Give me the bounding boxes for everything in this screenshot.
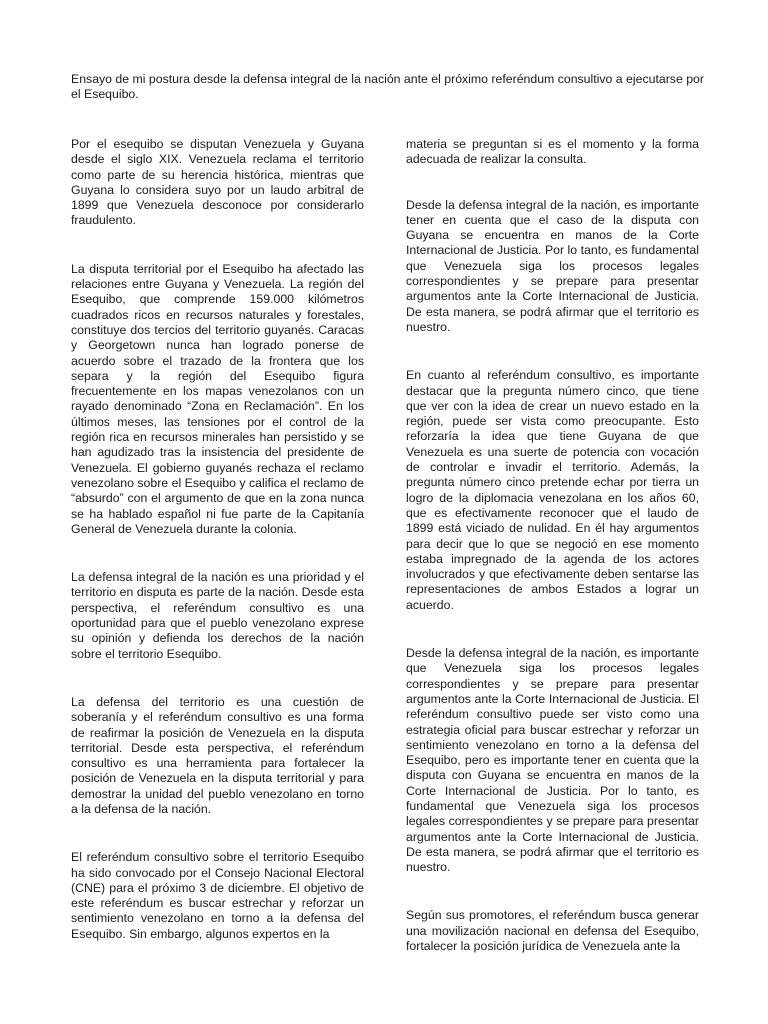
paragraph: El referéndum consultivo sobre el territorio Esequibo ha sido convocado por el Consejo Nacional Electoral (CNE) para el próximo 3 de diciembre. El objetivo de este referéndum es buscar estrechar y reforzar un sentimiento venezolano en torno a la defensa del Esequibo. Sin embargo, algunos expertos en la xyxy=(71,850,364,941)
paragraph: Desde la defensa integral de la nación, es importante que Venezuela siga los procesos legales correspondientes y se prepare para presentar argumentos ante la Corte Internacional de Justicia. El referéndum consultivo puede ser visto como una estrategia oficial para buscar estrechar y reforzar un sentimiento venezolano en torno a la defensa del Esequibo, pero es importante tener en cuenta que la disputa con Guyana se encuentra en manos de la Corte Internacional de Justicia. Por lo tanto, es fundamental que Venezuela siga los procesos legales correspondientes y se prepare para presentar argumentos ante la Corte Internacional de Justicia. De esta manera, se podrá afirmar que el territorio es nuestro. xyxy=(406,646,699,875)
paragraph: Por el esequibo se disputan Venezuela y Guyana desde el siglo XIX. Venezuela reclama el territorio como parte de su herencia histórica, mientras que Guyana lo considera suyo por un laudo arbitral de 1899 que Venezuela desconoce por considerarlo fraudulento. xyxy=(71,137,364,228)
paragraph: La defensa del territorio es una cuestión de soberanía y el referéndum consultivo es una forma de reafirmar la posición de Venezuela en la disputa territorial. Desde esta perspectiva, el referéndum consultivo es una herramienta para fortalecer la posición de Venezuela en la disputa territorial y para demostrar la unidad del pueblo venezolano en torno a la defensa de la nación. xyxy=(71,694,364,816)
left-column xyxy=(71,137,364,975)
paragraph: materia se preguntan si es el momento y la forma adecuada de realizar la consulta. xyxy=(406,137,699,167)
paragraph: Desde la defensa integral de la nación, es importante tener en cuenta que el caso de la disputa con Guyana se encuentra en manos de la Corte Internacional de Justicia. Por lo tanto, es fundamental que Venezuela siga los procesos legales correspondientes y se prepare para presentar argumentos ante la Corte Internacional de Justicia. De esta manera, se podrá afirmar que el territorio es nuestro. xyxy=(406,197,699,334)
paragraph: En cuanto al referéndum consultivo, es importante destacar que la pregunta número cinco, que tiene que ver con la idea de crear un nuevo estado en la región, puede ser vista como preocupante. Esto reforzaría la idea que tiene Guyana de que Venezuela es una suerte de potencia con vocación de controlar e invadir el territorio. Además, la pregunta número cinco pretende echar por tierra un logro de la diplomacia venezolana en los años 60, que es efectivamente reconocer que el laudo de 1899 está viciado de nulidad. En él hay argumentos para decir que lo que se negoció en ese momento estaba impregnado de la agenda de los actores involucrados y que efectivamente deben sentarse las representaciones de ambos Estados a lograr un acuerdo. xyxy=(406,368,699,612)
paragraph: La defensa integral de la nación es una prioridad y el territorio en disputa es parte de la nación. Desde esta perspectiva, el referéndum consultivo es una oportunidad para que el pueblo venezolano exprese su opinión y defienda los derechos de la nación sobre el territorio Esequibo. xyxy=(71,570,364,661)
document-title: Ensayo de mi postura desde la defensa integral de la nación ante el próximo referéndum consultivo a ejecutarse por el Esequibo. xyxy=(71,72,704,102)
paragraph: La disputa territorial por el Esequibo ha afectado las relaciones entre Guyana y Venezuela. La región del Esequibo, que comprende 159.000 kilómetros cuadrados ricos en recursos naturales y forestales, constituye dos tercios del territorio guyanés. Caracas y Georgetown nunca han logrado ponerse de acuerdo sobre el trazado de la frontera que los separa y la región del Esequibo figura frecuentemente en los mapas venezolanos con un rayado denominado “Zona en Reclamación”. En los últimos meses, las tensiones por el control de la región rica en recursos minerales han persistido y se han agudizado tras la insistencia del presidente de Venezuela. El gobierno guyanés rechaza el reclamo venezolano sobre el Esequibo y califica el reclamo de “absurdo” con el argumento de que en la zona nunca se ha hablado español ni fue parte de la Capitanía General de Venezuela durante la colonia. xyxy=(71,261,364,536)
right-column xyxy=(406,137,699,987)
paragraph: Según sus promotores, el referéndum busca generar una movilización nacional en defensa del Esequibo, fortalecer la posición jurídica de Venezuela ante la xyxy=(406,908,699,954)
